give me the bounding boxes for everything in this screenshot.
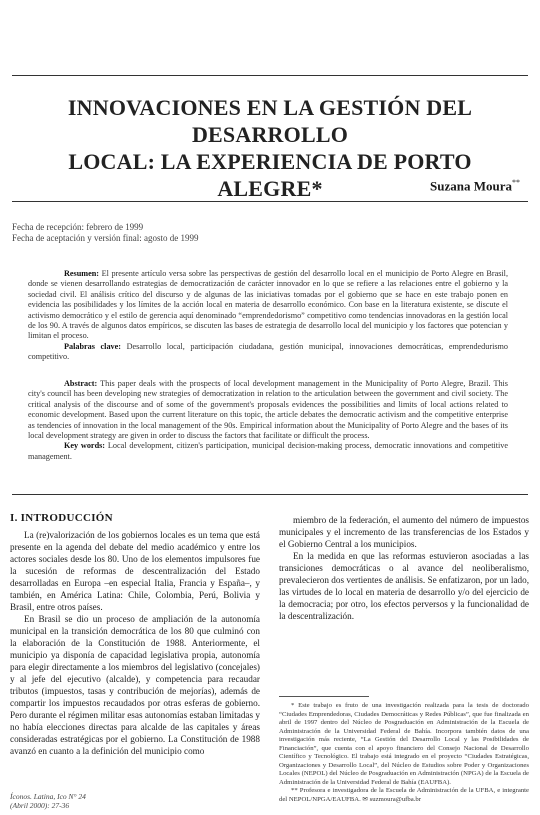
journal-line-2: (Abril 2000): 27-36 bbox=[10, 801, 70, 810]
accepted-date: Fecha de aceptación y versión final: agosto de 1999 bbox=[12, 233, 199, 243]
top-rule bbox=[12, 75, 528, 76]
left-paragraph-1: La (re)valorización de los gobiernos locales es un tema que está presente en la agenda del debate del medio académico y entre los actores sociales desde los 80. Uno de los elementos impulsores fue la sucesión de reformas de descentralización del Estado desarrolladas en Europa –en especial Italia, Francia y España–, y también, en América Latina: Chile, Colombia, Perú, Bolivia y Brasil, entre otros países. bbox=[10, 530, 260, 612]
author-rule bbox=[12, 201, 528, 202]
keywords-text: Local development, citizen's participation, municipal decision-making process, democratic innovations and competitive management. bbox=[28, 441, 509, 461]
right-column bbox=[279, 514, 529, 622]
resumen-text: El presente artículo versa sobre las perspectivas de gestión del desarrollo local en el municipio de Porto Alegre en Brasil, donde se vienen desarrollando estrategias de democratización de carácter innovador en lo que se refiere a las relaciones entre el gobierno y la sociedad civil. El análisis crítico del discurso y de algunas de las iniciativas tomadas por el gobierno que se hace en este trabajo ponen en evidencia las posibilidades y los límites de la acción local en materia de desarrollo económico. Con base en la literatura existente, se discute el activismo democrático y el estilo de gerencia aquí denominado “emprendedorismo” competitivo como tendencias innovadoras en la gestión local de los 90. A través de algunos datos empíricos, se discuten las bases de estrategia de desarrollo local del municipio y los factores que potencian y limitan el proceso. bbox=[28, 269, 509, 341]
journal-line-1: Íconos. Latina, Ico N° 24 bbox=[10, 792, 86, 801]
left-column bbox=[10, 529, 260, 757]
author-footnote-mark: ** bbox=[512, 178, 520, 187]
resumen-block bbox=[28, 269, 508, 363]
footnote-1: * Este trabajo es fruto de una investigación realizada para la tesis de doctorado “Ciudades Emprendedoras, Ciudades Democráticas y Redes Públicas”, que fue finalizada en abril de 1997 dentro del Núcleo de Posgraduación en Administración de la Escuela de Administración de la Universidad Federal de Bahía. Incorpora también datos de una investigación más reciente, “La Gestión del Desarrollo Local y las Posibilidades de Financiación”, que cuenta con el apoyo financiero del Consejo Nacional de Desarrollo Científico y Tecnológico. El trabajo está integrado en el proyecto “Ciudades Estratégicas, Organizaciones y Desarrollo Local”, del Núcleo de Estudios sobre Poder y Organizaciones Locales (NEPOL) del Núcleo de Posgraduación en Administración (NPGA) de la Escuela de Administración de la Universidad Federal de Bahía (EAUFBA). bbox=[279, 702, 529, 786]
resumen-label: Resumen: bbox=[64, 269, 100, 278]
abstract-text: This paper deals with the prospects of local development management in the Municipality of Porto Alegre, Brazil. This city's council has been developing new strategies of democratization in relation to the articulation between the government and civil society. The critical analysis of the discourse and of some of the government's proposals evidences the possibilities and limits of local actions related to economic development. Based upon the current literature on this topic, the article debates the democratic activism and the competitive enterprise as tendencies of innovation in the local management of the 90s. Empirical information about the Municipality of Porto Alegre and the bases of its local development strategy are given in order to discuss the factors that facilitate or difficult the process. bbox=[28, 379, 508, 441]
palabras-clave-text: Desarrollo local, participación ciudadana, gestión municipal, innovaciones democráticas, emprendedurismo competitivo. bbox=[28, 341, 509, 362]
abstract-rule bbox=[12, 494, 528, 495]
palabras-clave-paragraph bbox=[28, 342, 508, 363]
author bbox=[430, 178, 520, 194]
journal-citation bbox=[10, 792, 86, 810]
abstract-label: Abstract: bbox=[64, 379, 98, 388]
resumen-paragraph bbox=[28, 269, 508, 342]
palabras-clave-label: Palabras clave: bbox=[64, 341, 122, 351]
author-name: Suzana Moura bbox=[430, 178, 512, 194]
section-heading: I. INTRODUCCIÓN bbox=[10, 512, 113, 524]
right-paragraph-2: En la medida en que las reformas estuvieron asociadas a las transiciones democráticas o al avance del neoliberalismo, prevalecieron dos vertientes de análisis. Se enfatizaron, por un lado, las virtudes de lo local en materia de desarrollo y/o del ejercicio de la democracia; por otro, los efectos perversos y la funcionalidad de la descentralización. bbox=[279, 551, 530, 621]
keywords-paragraph bbox=[28, 441, 508, 462]
footnote-2: ** Profesora e investigadora de la Escuela de Administración de la UFBA, e integrante del NEPOL/NPGA/EAUFBA. ✉ suzmoura@ufba.br bbox=[279, 787, 529, 803]
abstract-paragraph bbox=[28, 379, 508, 441]
abstract-block bbox=[28, 379, 508, 462]
publication-dates bbox=[12, 222, 198, 244]
left-paragraph-2: En Brasil se dio un proceso de ampliación de la autonomía municipal en la transición democrática de los 80 que culminó con la elaboración de la Constitución de 1988. Anteriormente, el municipio ya disponía de capacidad legislativa propia, autonomía para elegir directamente a los miembros del legislativo (concejales) y al jefe del ejecutivo (alcalde), y competencia para recaudar tributos (impuestos, tasas y contribución de mejorías), además de compartir los impuestos recaudados por otras esferas de gobierno. Pero durante el régimen militar esas autonomías estaban limitadas y no había elecciones directas para alcalde de las capitales y áreas consideradas estratégicas por el gobierno. La Constitución de 1988 avanzó en cuanto a la definición del municipio como bbox=[10, 614, 260, 756]
title-line-2: LOCAL: LA EXPERIENCIA DE PORTO ALEGRE* bbox=[68, 149, 472, 201]
keywords-label: Key words: bbox=[64, 441, 106, 451]
right-paragraph-1: miembro de la federación, el aumento del número de impuestos municipales y el incremento de las transferencias de los Estados y el Gobierno Central a los municipios. bbox=[279, 515, 529, 549]
title-line-1: INNOVACIONES EN LA GESTIÓN DEL DESARROLLO bbox=[67, 95, 473, 147]
received-date: Fecha de recepción: febrero de 1999 bbox=[12, 222, 144, 232]
footnote-rule bbox=[279, 696, 369, 697]
footnotes bbox=[279, 702, 529, 804]
